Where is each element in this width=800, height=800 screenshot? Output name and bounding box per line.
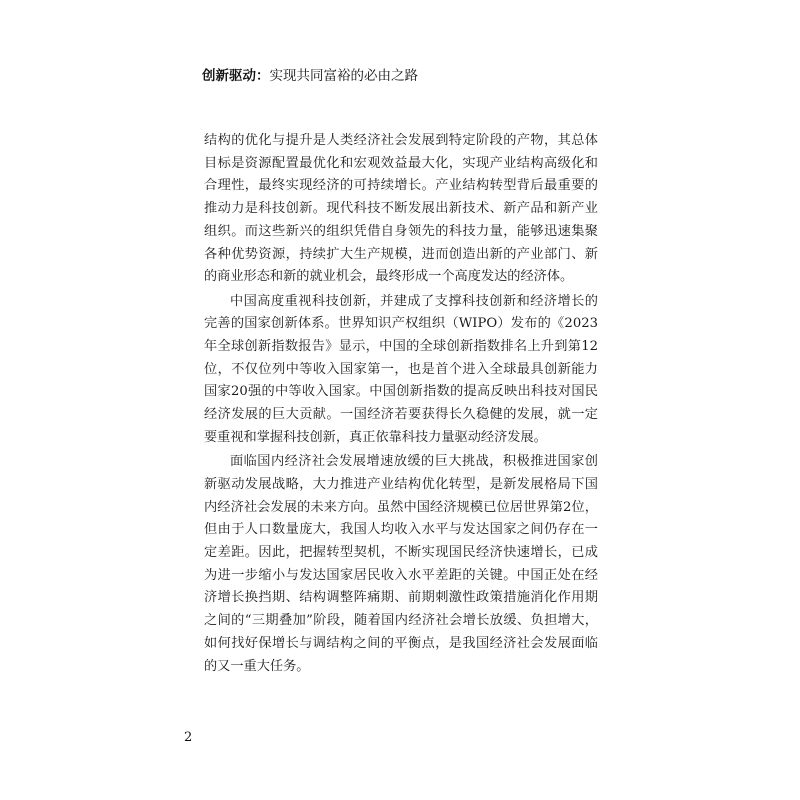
paragraph-continued: 结构的优化与提升是人类经济社会发展到特定阶段的产物，其总体目标是资源配置最优化和宏观效益最大化，实现产业结构高级化和合理性，最终实现经济的可持续增长。产业结构转型背后最重要的推动力是科技创新。现代科技不断发展出新技术、新产品和新产业组织。而这些新兴的组织凭借自身领先的科技力量，能够迅速集聚各种优势资源，持续扩大生产规模，进而创造出新的产业部门、新的商业形态和新的就业机会，最终形成一个高度发达的经济体。 (204, 133, 598, 285)
page-number: 2 (184, 730, 193, 745)
body-text (204, 130, 598, 678)
running-header-separator: ： (256, 68, 270, 84)
running-header-subtitle: 实现共同富裕的必由之路 (269, 68, 418, 84)
running-header (202, 66, 418, 86)
paragraph: 面临国内经济社会发展增速放缓的巨大挑战，积极推进国家创新驱动发展战略，大力推进产业结构优化转型，是新发展格局下国内经济社会发展的未来方向。虽然中国经济规模已位居世界第2位，但由于人口数量庞大，我国人均收入水平与发达国家之间仍存在一定差距。因此，把握转型契机，不断实现国民经济快速增长，已成为进一步缩小与发达国家居民收入水平差距的关键。中国正处在经济增长换挡期、结构调整阵痛期、前期刺激性政策措施消化作用期之间的“三期叠加”阶段，随着国内经济社会增长放缓、负担增大，如何找好保增长与调结构之间的平衡点，是我国经济社会发展面临的又一重大任务。 (204, 454, 598, 674)
running-header-title: 创新驱动 (202, 68, 256, 84)
paragraph: 中国高度重视科技创新，并建成了支撑科技创新和经济增长的完善的国家创新体系。世界知识产权组织（WIPO）发布的《2023年全球创新指数报告》显示，中国的全球创新指数排名上升到第12位，不仅位列中等收入国家第一，也是首个进入全球最具创新能力国家20强的中等收入国家。中国创新指数的提高反映出科技对国民经济发展的巨大贡献。一国经济若要获得长久稳健的发展，就一定要重视和掌握科技创新，真正依靠科技力量驱动经济发展。 (204, 293, 598, 445)
